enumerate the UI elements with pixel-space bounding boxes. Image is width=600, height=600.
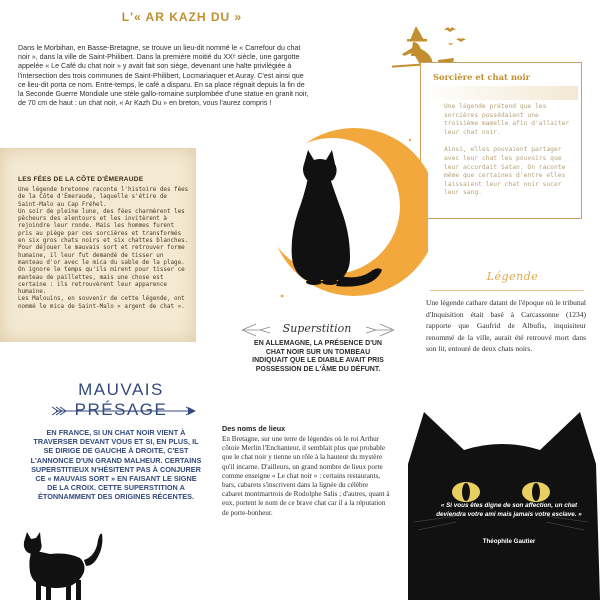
superstition-body: EN ALLEMAGNE, LA PRÉSENCE D'UN CHAT NOIR SUR UN TOMBEAU INDIQUAIT QUE LE DIABLE AVAIT PRIS POSSESSION DE L'ÂME DU DÉFUNT. bbox=[252, 340, 384, 373]
superstition-title: Superstition bbox=[282, 322, 352, 335]
fees-title: LES FÉES DE LA CÔTE D'ÉMERAUDE bbox=[18, 176, 144, 183]
quote-text: « Si vous êtes digne de son affection, un chat deviendra votre ami mais jamais votre esclave. » bbox=[436, 502, 582, 518]
legende-divider bbox=[430, 290, 584, 291]
sorciere-paragraph: Une légende prétend que les sorcières possédaient une troisième mamelle afin d'allaiter leur chat noir. bbox=[444, 103, 570, 136]
fees-body bbox=[18, 187, 190, 311]
legende-title: Légende bbox=[486, 270, 539, 283]
ar-kazh-du-body: Dans le Morbihan, en Basse-Bretagne, se trouve un lieu-dit nommé le « Carrefour du chat noir », dans la ville de Saint-Philibert. Dans la première moitié du XXᵉ siècle, une gargotte appelée « Le Café du chat noir » y avait fait son siège, devenant une halte privilégiée à l'intersection des trois communes de Saint-Philibert, Locmariaquer et Auray. C'est ainsi que ce lieu-dit porta ce nom. Entre-temps, le café a disparu. En sa place régnait depuis la fin de la Seconde Guerre Mondiale une stèle gallo-romaine surplombée d'une statue en granit noir, de 70 cm de haut : un chat noir, « Ar Kazh Du » en breton, vous l'aurez compris ! bbox=[18, 44, 309, 108]
fees-paragraph: Une légende bretonne raconte l'histoire des fées de la Côte d'Émeraude, laquelle s'étire de Saint-Malo au Cap Fréhel. bbox=[18, 187, 189, 208]
quote-author: Théophile Gautier bbox=[482, 538, 536, 545]
bats-icon bbox=[444, 27, 456, 32]
noms-de-lieux-body: En Bretagne, sur une terre de légendes où le roi Arthur côtoie Merlin l'Enchanteur, il semblait plus que probable que le chat noir y tienne un rôle à la hauteur du mystère qu'il incarne. D'ailleurs, un grand nombre de lieux porte comme enseigne « Le chat noir » : certains restaurants, bars, cabarets s'inscrivent dans la lignée du célèbre cabaret montmartrois de Rodolphe Salis ; d'autres, quant à eux, portent le nom de ce brave chat car il a la réputation de porte-bonheur. bbox=[222, 435, 390, 517]
sorciere-paragraph: Ainsi, elles pouvaient partager avec leur chat les pouvoirs que leur accordait Satan. On raconte même que certaines d'entre elles laissaient leur chat noir sucer leur sang. bbox=[444, 146, 566, 197]
noms-de-lieux-title: Des noms de lieux bbox=[222, 424, 286, 433]
sorciere-body bbox=[444, 103, 572, 207]
crescent-moon-icon bbox=[270, 128, 428, 296]
legende-body: Une légende cathare datant de l'époque où le tribunal d'Inquisition était basé à Carcassonne (1234) rapporte que Gaufrid de Albufis, inquisiteur renommé de la ville, aurait été retrouvé mort dans son lit, entouré de deux chats noirs. bbox=[426, 298, 586, 353]
mauvais-presage-title: MAUVAIS PRÉSAGE bbox=[74, 380, 168, 419]
mauvais-presage-body: EN FRANCE, SI UN CHAT NOIR VIENT À TRAVERSER DEVANT VOUS ET SI, EN PLUS, IL SE DIRIGE DE GAUCHE À DROITE, C'EST L'ANNONCE D'UN GRAND MALHEUR. CERTAINS SUPERSTITIEUX N'HÉSITENT PAS À CONJURER CE « MAUVAIS SORT » EN FAISANT LE SIGNE DE LA CROIX. CETTE SUPERSTITION A ÉTONNAMMENT DES ORIGINES RÉCENTES. bbox=[30, 428, 202, 502]
fees-paragraph: Les Malouins, en souvenir de cette légende, ont nommé le mica de Saint-Malo « argent de chat ». bbox=[18, 296, 185, 310]
moon-and-cat-illustration bbox=[268, 120, 428, 306]
sorciere-title: Sorcière et chat noir bbox=[433, 72, 531, 82]
sorciere-divider bbox=[420, 86, 578, 100]
ar-kazh-du-title: L'« AR KAZH DU » bbox=[121, 10, 243, 24]
walking-cat-icon bbox=[18, 526, 104, 600]
arrow-ornament-icon bbox=[50, 404, 200, 418]
fees-paragraph: Un soir de pleine lune, des fées charmèrent les pêcheurs des alentours et les invitèrent à rejoindre leur ronde. Mais les hommes furent pris au piège par ces sorcières et transformés en six gros chats noirs et six chattes blanches. Pour déjouer le mauvais sort et retrouver forme humaine, il leur fut demandé de tisser un manteau d'or avec le mica du sable de la plage. On ignore le temps qu'ils mirent pour tisser ce manteau de paillettes, mais une chose est certaine : ils retrouvèrent leur apparence humaine. bbox=[18, 208, 189, 296]
